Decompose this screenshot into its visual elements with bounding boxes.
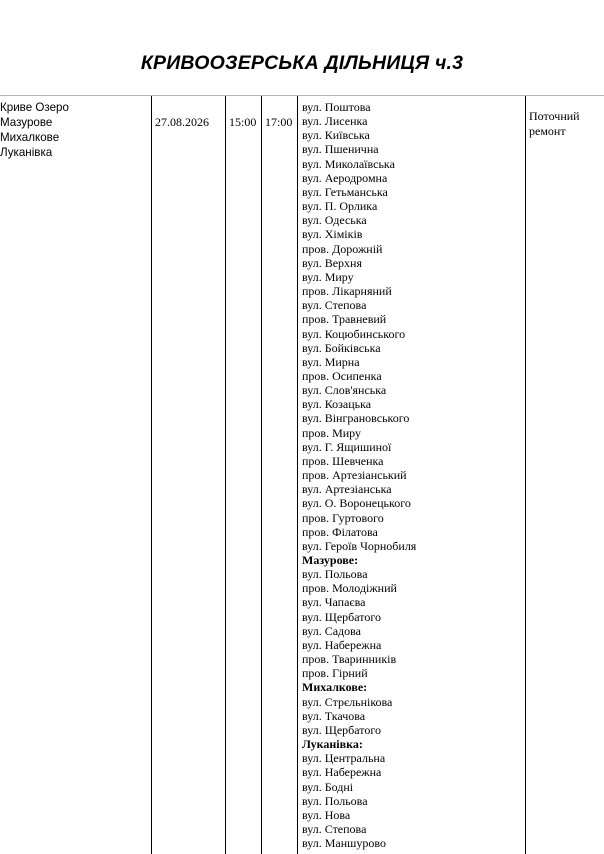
street-item: вул. Польова xyxy=(302,567,368,582)
column-divider xyxy=(261,96,262,854)
street-item: пров. Осипенка xyxy=(302,368,382,383)
work-type-line: Поточний xyxy=(529,109,580,123)
street-item: вул. Набережна xyxy=(302,765,382,780)
street-item: пров. Гірний xyxy=(302,666,368,681)
street-item: вул. Набережна xyxy=(302,637,382,652)
street-item: вул. Центральна xyxy=(302,751,386,766)
street-item: вул. Героїв Чорнобиля xyxy=(302,538,417,553)
table-top-border xyxy=(0,95,604,96)
settlement-name: Криве Озеро xyxy=(0,101,69,114)
street-item: вул. Бойківська xyxy=(302,340,381,355)
street-item: вул. Козацька xyxy=(302,397,372,412)
street-item: вул. Стрєльнікова xyxy=(302,694,393,709)
street-item: пров. Травневий xyxy=(302,312,387,327)
street-item: вул. Миру xyxy=(302,269,354,284)
street-item: вул. Щербатого xyxy=(302,722,381,737)
page-title: КРИВООЗЕРСЬКА ДІЛЬНИЦЯ ч.3 xyxy=(140,52,464,74)
street-item: вул. Аеродромна xyxy=(302,170,388,185)
street-item: вул. Польова xyxy=(302,793,368,808)
street-item: вул. Вінграновського xyxy=(302,411,410,426)
streets-list xyxy=(302,100,416,850)
column-divider xyxy=(525,96,526,854)
street-item: вул. Миколаївська xyxy=(302,156,395,171)
street-item: вул. Нова xyxy=(302,807,351,822)
street-item: вул. Мирна xyxy=(302,354,360,369)
outage-date: 27.08.2026 xyxy=(155,115,209,129)
street-item: вул. Щербатого xyxy=(302,609,381,624)
street-item: вул. Верхня xyxy=(302,255,362,270)
street-item: вул. Г. Ящишиної xyxy=(302,439,392,454)
street-item: пров. Філатова xyxy=(302,524,378,539)
time-end: 17:00 xyxy=(265,115,293,129)
settlements-cell xyxy=(0,100,69,160)
street-item: пров. Гуртового xyxy=(302,510,384,525)
settlement-heading: Михалкове: xyxy=(302,680,368,695)
street-item: вул. Одеська xyxy=(302,213,367,228)
street-item: вул. Поштова xyxy=(302,100,371,114)
work-type-line: ремонт xyxy=(529,123,566,138)
street-item: вул. Коцюбинського xyxy=(302,326,406,341)
time-start: 15:00 xyxy=(229,115,257,129)
settlement-name: Мазурове xyxy=(0,116,53,129)
street-item: пров. Тваринників xyxy=(302,652,397,667)
street-item: вул. Лисенка xyxy=(302,114,368,129)
street-item: вул. П. Орлика xyxy=(302,199,378,214)
street-item: вул. Київська xyxy=(302,128,370,143)
street-item: вул. Гетьманська xyxy=(302,184,388,199)
street-item: вул. Артезіанська xyxy=(302,482,392,497)
street-item: вул. Слов'янська xyxy=(302,383,387,398)
street-item: вул. Чапаєва xyxy=(302,595,366,610)
column-divider xyxy=(151,96,152,854)
street-item: вул. Пшенична xyxy=(302,142,379,157)
street-item: вул. Бодні xyxy=(302,779,354,794)
settlement-heading: Мазурове: xyxy=(302,553,359,567)
street-item: вул. Степова xyxy=(302,821,367,836)
street-item: пров. Лікарняний xyxy=(302,284,392,299)
street-item: пров. Миру xyxy=(302,425,362,440)
street-item: вул. Ткачова xyxy=(302,708,366,723)
street-item: вул. Хіміків xyxy=(302,227,363,242)
street-item: вул. Степова xyxy=(302,298,367,313)
column-divider xyxy=(225,96,226,854)
settlement-heading: Луканівка: xyxy=(302,737,363,752)
street-item: пров. Дорожній xyxy=(302,241,383,256)
settlement-name: Луканівка xyxy=(0,146,53,159)
street-item: пров. Молодіжний xyxy=(302,581,397,596)
column-divider xyxy=(297,96,298,854)
street-item: вул. О. Воронецького xyxy=(302,496,411,511)
street-item: вул. Маншурово xyxy=(302,836,386,851)
work-type-cell xyxy=(529,109,580,138)
street-item: вул. Садова xyxy=(302,623,361,638)
street-item: пров. Артезіанський xyxy=(302,468,407,483)
settlement-name: Михалкове xyxy=(0,131,60,144)
street-item: пров. Шевченка xyxy=(302,453,384,468)
